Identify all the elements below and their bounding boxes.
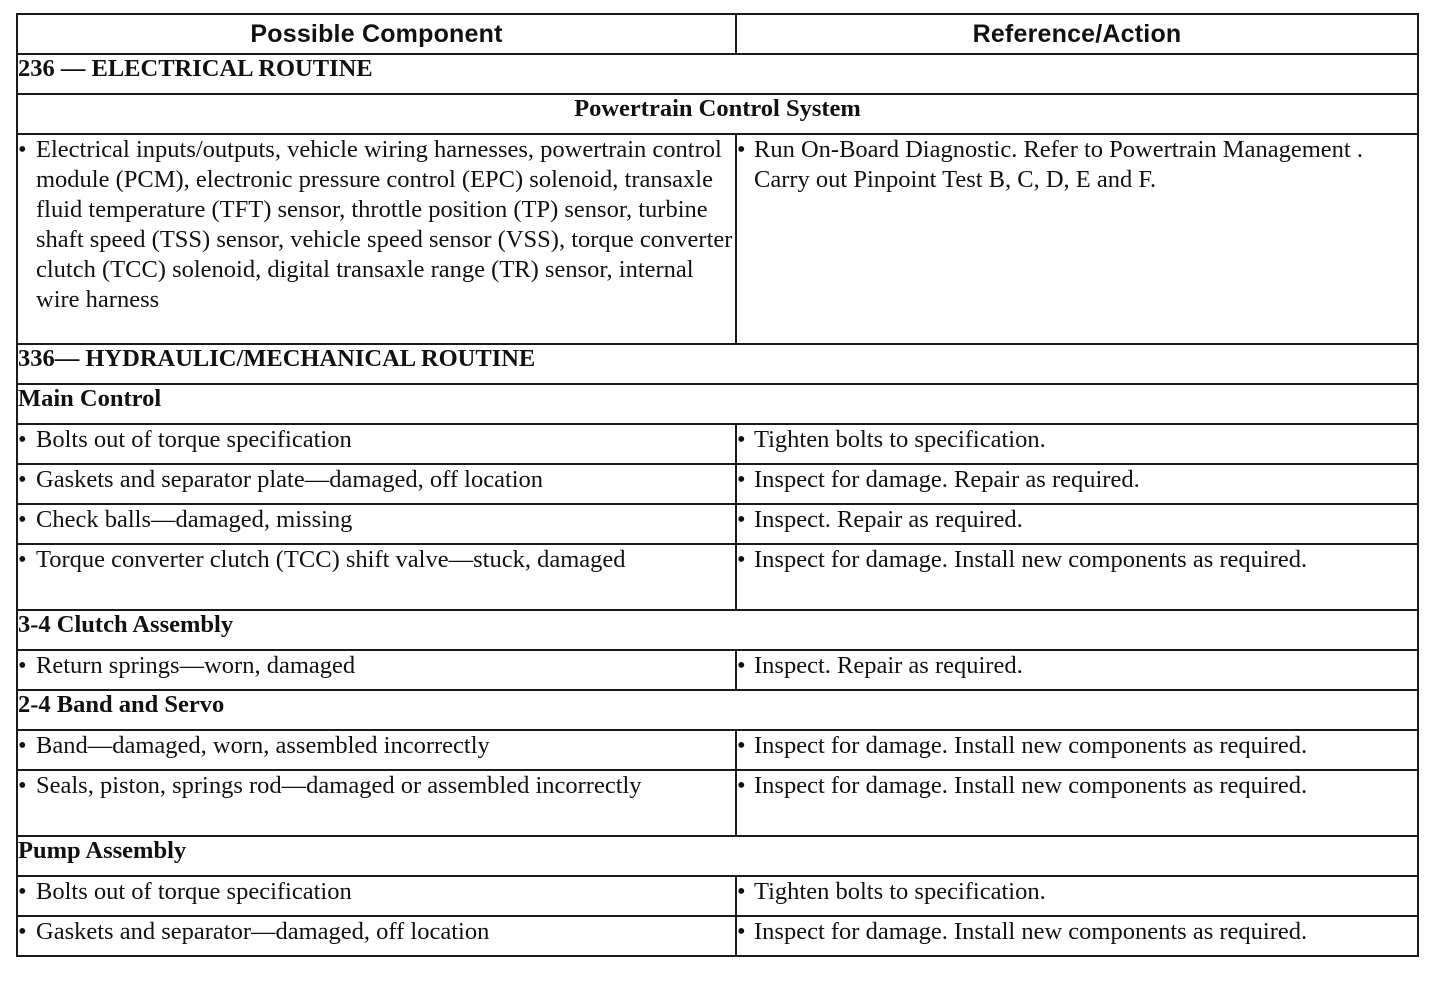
subsection-title-main-control: Main Control	[17, 384, 1418, 424]
bullet-icon: •	[737, 652, 746, 679]
component-text: Band—damaged, worn, assembled incorrectly	[36, 732, 490, 759]
component-text: Bolts out of torque specification	[36, 878, 352, 905]
header-reference-action: Reference/Action	[736, 14, 1418, 54]
table-row	[17, 770, 1418, 836]
section-row	[17, 344, 1418, 384]
bullet-icon: •	[18, 732, 27, 759]
component-text: Check balls—damaged, missing	[36, 506, 353, 533]
action-cell	[736, 650, 1418, 690]
action-text: Tighten bolts to specification.	[754, 878, 1046, 905]
bullet-icon: •	[18, 136, 27, 163]
section-title-electrical-routine: 236 — ELECTRICAL ROUTINE	[17, 54, 1418, 94]
section-row	[17, 54, 1418, 94]
component-text: Bolts out of torque specification	[36, 426, 352, 453]
action-cell	[736, 876, 1418, 916]
table-row	[17, 730, 1418, 770]
action-text: Carry out Pinpoint Test B, C, D, E and F.	[754, 166, 1157, 193]
subsection-title-powertrain-control-system: Powertrain Control System	[17, 94, 1418, 134]
component-cell	[17, 650, 736, 690]
bullet-icon: •	[737, 772, 746, 799]
action-text: Inspect for damage. Install new components as required.	[754, 546, 1308, 573]
component-cell	[17, 876, 736, 916]
bullet-icon: •	[18, 918, 27, 945]
action-cell	[736, 464, 1418, 504]
table-row	[17, 876, 1418, 916]
action-cell	[736, 424, 1418, 464]
diagnosis-table	[16, 13, 1419, 957]
component-cell	[17, 770, 736, 836]
section-title-hydraulic-mechanical-routine: 336— HYDRAULIC/MECHANICAL ROUTINE	[17, 344, 1418, 384]
component-cell	[17, 504, 736, 544]
bullet-icon: •	[18, 652, 27, 679]
bullet-icon: •	[18, 546, 27, 573]
subsection-title-clutch-assembly: 3-4 Clutch Assembly	[17, 610, 1418, 650]
action-cell	[736, 544, 1418, 610]
bullet-icon: •	[737, 506, 746, 533]
bullet-icon: •	[737, 732, 746, 759]
component-text: Gaskets and separator—damaged, off location	[36, 918, 490, 945]
bullet-icon: •	[737, 878, 746, 905]
action-text: Inspect for damage. Install new components as required.	[754, 732, 1308, 759]
component-cell	[17, 544, 736, 610]
subsection-row	[17, 690, 1418, 730]
component-cell	[17, 916, 736, 956]
action-text: Run On-Board Diagnostic. Refer to Powertrain Management .	[754, 136, 1363, 163]
bullet-icon: •	[18, 772, 27, 799]
action-text: Inspect for damage. Install new components as required.	[754, 918, 1308, 945]
bullet-icon: •	[737, 426, 746, 453]
action-cell	[736, 730, 1418, 770]
header-row	[17, 14, 1418, 54]
action-text: Tighten bolts to specification.	[754, 426, 1046, 453]
table-row	[17, 464, 1418, 504]
action-cell	[736, 134, 1418, 344]
bullet-icon: •	[737, 136, 746, 163]
action-cell	[736, 504, 1418, 544]
component-text: Gaskets and separator plate—damaged, off location	[36, 466, 544, 493]
subsection-row	[17, 384, 1418, 424]
table-row	[17, 424, 1418, 464]
action-text: Inspect. Repair as required.	[754, 506, 1023, 533]
subsection-row	[17, 94, 1418, 134]
bullet-icon: •	[18, 466, 27, 493]
bullet-icon: •	[737, 546, 746, 573]
component-text: Return springs—worn, damaged	[36, 652, 356, 679]
component-text: Seals, piston, springs rod—damaged or assembled incorrectly	[36, 772, 642, 799]
action-text: Inspect for damage. Install new components as required.	[754, 772, 1308, 799]
component-cell	[17, 464, 736, 504]
subsection-title-band-and-servo: 2-4 Band and Servo	[17, 690, 1418, 730]
table-row	[17, 134, 1418, 344]
component-cell	[17, 134, 736, 344]
bullet-icon: •	[18, 506, 27, 533]
action-text: Inspect for damage. Repair as required.	[754, 466, 1140, 493]
table-row	[17, 916, 1418, 956]
table-row	[17, 650, 1418, 690]
bullet-icon: •	[18, 878, 27, 905]
subsection-title-pump-assembly: Pump Assembly	[17, 836, 1418, 876]
bullet-icon: •	[737, 466, 746, 493]
action-cell	[736, 916, 1418, 956]
bullet-icon: •	[18, 426, 27, 453]
bullet-icon: •	[737, 918, 746, 945]
table-row	[17, 504, 1418, 544]
action-cell	[736, 770, 1418, 836]
component-text: Torque converter clutch (TCC) shift valve—stuck, damaged	[36, 546, 626, 573]
subsection-row	[17, 836, 1418, 876]
table-row	[17, 544, 1418, 610]
component-text: Electrical inputs/outputs, vehicle wiring harnesses, powertrain control module (PCM), electronic pressure control (EPC) solenoid, transaxle fluid temperature (TFT) sensor, throttle position (TP) sensor, turbine shaft speed (TSS) sensor, vehicle speed sensor (VSS), torque converter clutch (TCC) solenoid, digital transaxle range (TR) sensor, internal wire harness	[36, 136, 733, 313]
component-cell	[17, 730, 736, 770]
subsection-row	[17, 610, 1418, 650]
header-possible-component: Possible Component	[17, 14, 736, 54]
action-text: Inspect. Repair as required.	[754, 652, 1023, 679]
component-cell	[17, 424, 736, 464]
